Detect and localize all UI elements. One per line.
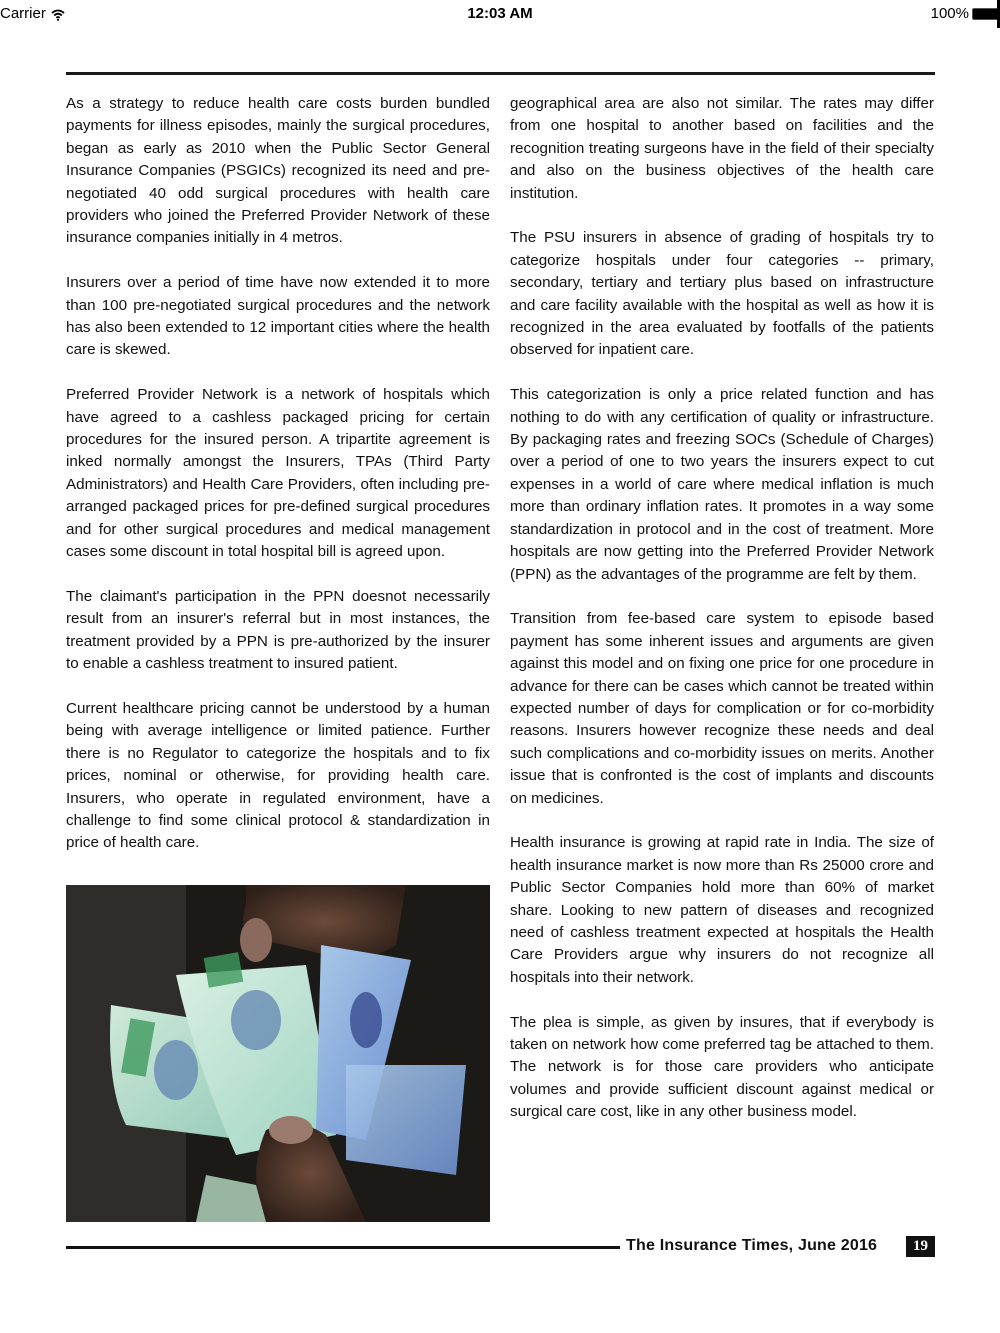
battery-percentage: 100% (930, 5, 969, 22)
paragraph: The claimant's participation in the PPN doesnot necessarily result from an insurer's referral but in most instances, the treatment provided by a PPN is pre-authorized by the insurer to enable a cashless treatment to insured patient. (66, 587, 490, 673)
paragraph: Insurers over a period of time have now extended it to more than 100 pre-negotiated surgical procedures and the network has also been extended to 12 important cities where the health care is skewed. (66, 274, 490, 359)
paragraph: Current healthcare pricing cannot be understood by a human being with average intelligence or limited patience. Further there is no Regulator to categorize the hospitals and to fix prices, nominal or otherwise, for providing health care. Insurers, who operate in regulated environment, have a challenge to find some clinical protocol & standardization in price of health care. (66, 699, 490, 852)
battery-icon (972, 8, 1000, 20)
status-bar (0, 0, 1000, 28)
article-right-column (510, 93, 934, 1146)
page-number: 19 (906, 1236, 935, 1257)
paragraph: Health insurance is growing at rapid rate in India. The size of health insurance market is now more than Rs 25000 crore and Public Sector Companies hold more than 60% of market share. Looking to new pattern of diseases and recognized need of cashless treatment expected at hospitals the Health Care Providers argue why insurers do not recognize all hospitals into their network. (510, 834, 934, 986)
paragraph: The plea is simple, as given by insures, that if everybody is taken on network how come preferred tag be attached to them. The network is for those care providers who anticipate volumes and provide sufficient discount against medical or surgical care cost, like in any other business model. (510, 1013, 934, 1121)
currency-notes-photo (66, 885, 490, 1222)
paragraph: As a strategy to reduce health care costs burden bundled payments for illness episodes, mainly the surgical procedures, began as early as 2010 when the Public Sector General Insurance Companies (PSGICs) recognized its need and pre-negotiated 40 odd surgical procedures with health care providers who joined the Preferred Provider Network of these insurance companies initially in 4 metros. (66, 95, 490, 247)
footer-rule (66, 1246, 620, 1249)
paragraph: Preferred Provider Network is a network of hospitals which have agreed to a cashless packaged pricing for certain procedures for the insured person. A tripartite agreement is inked normally amongst the Insurers, TPAs (Third Party Administrators) and Health Care Providers, often including pre-arranged packaged prices for pre-defined surgical procedures and for other surgical procedures and medical management cases some discount in total hospital bill is agreed upon. (66, 386, 490, 561)
paragraph: geographical area are also not similar. The rates may differ from one hospital to another based on facilities and the recognition treating surgeons have in the field of their specialty and also on the business objectives of the health care institution. (510, 95, 934, 202)
article-left-column (66, 93, 490, 877)
publication-name: The Insurance Times, June 2016 (626, 1237, 878, 1254)
header-rule (66, 72, 935, 75)
carrier-label: Carrier (0, 5, 46, 22)
paragraph: The PSU insurers in absence of grading of hospitals try to categorize hospitals under four categories -- primary, secondary, tertiary and tertiary plus based on infrastructure and care facility available with the hospital as well as how it is recognized in the area evaluated by footfalls of the patients observed for inpatient care. (510, 229, 934, 359)
clock: 12:03 AM (467, 5, 533, 22)
paragraph: Transition from fee-based care system to episode based payment has some inherent issues and arguments are given against this model and on fixing one price for one procedure in advance for there can be cases which cannot be treated within expected number of days for complication or for co-morbidity reasons. Insurers however recognize these needs and deal such complications and co-morbidity issues on merits. Another issue that is confronted is the cost of implants and discounts on medicines. (510, 610, 934, 807)
paragraph: This categorization is only a price related function and has nothing to do with any certification of quality or infrastructure. By packaging rates and freezing SOCs (Schedule of Charges) over a period of one to two years the insurers expect to cut expenses in a world of care where medical inflation is much more than ordinary inflation rates. It promotes in a way some standardization in protocol and in the cost of treatment. More hospitals are now getting into the Preferred Provider Network (PPN) as the advantages of the programme are felt by them. (510, 386, 934, 583)
banknote (346, 1065, 466, 1175)
status-right (931, 5, 1000, 22)
